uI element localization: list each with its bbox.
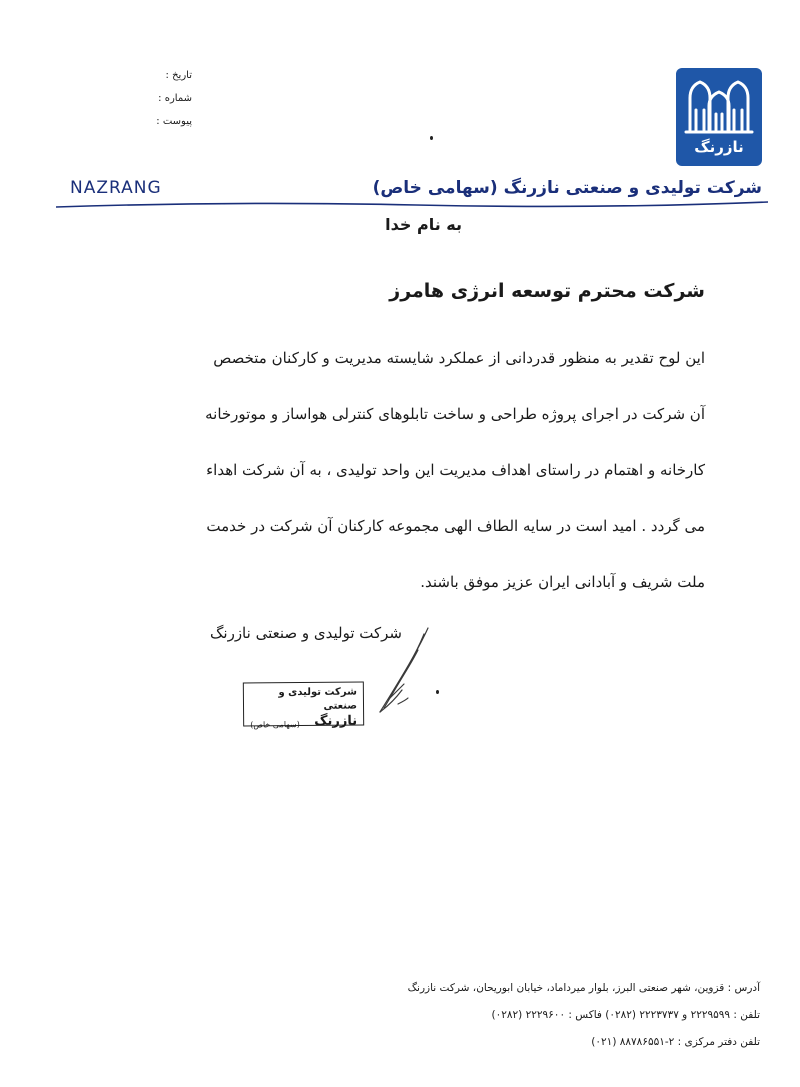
footer-phone-fax: تلفن : ۲۲۲۹۵۹۹ و ۲۲۲۳۷۳۷ (۰۲۸۲) فاکس : ۲۲۲۹۶۰۰ (۰۲۸۲) [491, 1009, 760, 1021]
signature-company-name: شرکت تولیدی و صنعتی نازرنگ [209, 624, 402, 642]
recipient-heading: شرکت محترم توسعه انرژی هامرز [389, 280, 705, 302]
company-title: شرکت تولیدی و صنعتی نازرنگ (سهامی خاص) [372, 178, 762, 198]
letter-body [115, 338, 705, 618]
footer-central-office: تلفن دفتر مرکزی : ۲-۸۸۷۸۶۵۵۱ (۰۲۱) [591, 1036, 760, 1048]
letter-footer [360, 975, 760, 1056]
logo-wordmark: نازرنگ [694, 138, 744, 156]
ink-dot [430, 136, 433, 140]
handwritten-signature [358, 620, 438, 720]
body-line: می گردد . امید است در سایه الطاف الهی مجموعه کارکنان آن شرکت در خدمت [206, 517, 705, 535]
ink-dot [436, 690, 439, 694]
body-line: این لوح تقدیر به منظور قدردانی از عملکرد شایسته مدیریت و کارکنان متخصص [213, 349, 705, 367]
company-logo [676, 68, 762, 166]
header-divider-line [56, 196, 768, 212]
stamp-company-type: (سهامی خاص) [250, 720, 300, 730]
stamp-brand-name: نازرنگ [314, 713, 358, 729]
invocation-heading: به نام خدا [385, 215, 462, 234]
footer-address: آدرس : قزوین، شهر صنعتی البرز، بلوار میرداماد، خیابان ابوریحان، شرکت نازرنگ [407, 982, 760, 994]
brand-latin-name: NAZRANG [70, 178, 162, 198]
body-line: آن شرکت در اجرای پروژه طراحی و ساخت تابلوهای کنترلی هواساز و موتورخانه [205, 405, 705, 423]
date-field-label: تاریخ : [165, 70, 192, 81]
attachment-field-label: پیوست : [156, 116, 192, 127]
body-line: کارخانه و اهتمام در راستای اهداف مدیریت این واحد تولیدی ، به آن شرکت اهداء [206, 461, 705, 479]
letter-meta-fields [128, 64, 192, 133]
number-field-label: شماره : [158, 93, 192, 104]
body-line: ملت شریف و آبادانی ایران عزیز موفق باشند. [420, 573, 705, 591]
company-stamp [243, 681, 364, 730]
stamp-company-line: شرکت تولیدی و صنعتی [278, 686, 358, 712]
